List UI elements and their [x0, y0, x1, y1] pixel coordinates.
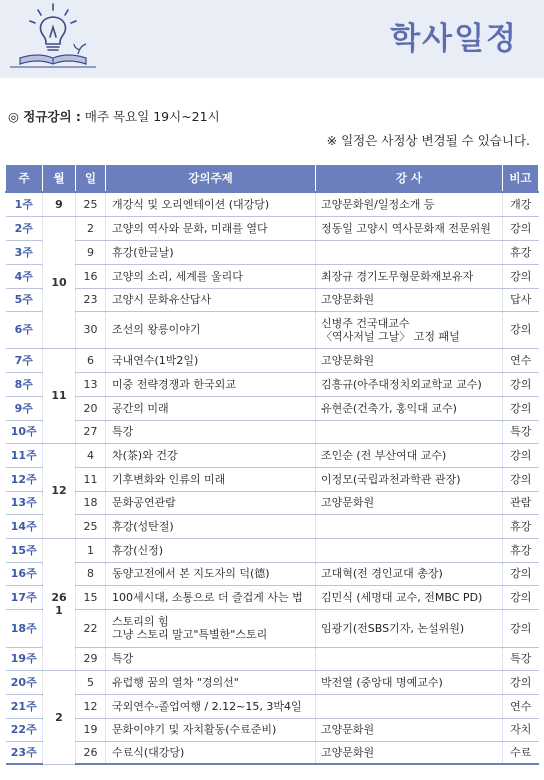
- week-cell: 5주: [6, 288, 43, 311]
- lecturer-cell: [316, 372, 503, 396]
- topic-text: 고양시 문화유산답사: [112, 293, 212, 306]
- lecturer-cell: [316, 192, 503, 216]
- lecturer-cell: [316, 538, 503, 562]
- lecturer-text: 고대혁(전 경인교대 총장): [321, 567, 443, 580]
- table-row: [6, 562, 539, 585]
- lecturer-text: 〈역사저널 그날〉 고정 패널: [321, 329, 460, 343]
- month-value: 9: [55, 197, 63, 211]
- topic-cell: [106, 694, 316, 718]
- day-cell: 25: [76, 514, 106, 538]
- lecturer-cell: [316, 491, 503, 514]
- topic-text: 미중 전략경쟁과 한국외교: [112, 377, 236, 391]
- lecturer-cell: [316, 694, 503, 718]
- table-row: [6, 396, 539, 420]
- month-value: 12: [51, 484, 67, 497]
- lecturer-cell: [316, 311, 503, 348]
- week-cell: 12주: [6, 467, 43, 491]
- note-cell: 관람: [503, 491, 539, 514]
- week-cell: 16주: [6, 562, 43, 585]
- topic-text: 유럽행 꿈의 열차 "경의선": [112, 675, 239, 689]
- table-row: [6, 216, 539, 240]
- table-row: [6, 420, 539, 443]
- lecturer-cell: [316, 443, 503, 467]
- topic-cell: [106, 288, 316, 311]
- table-row: [6, 741, 539, 764]
- topic-cell: [106, 609, 316, 647]
- lecturer-text: 고양문화원: [321, 353, 375, 367]
- month-cell: [43, 348, 76, 443]
- topic-cell: [106, 538, 316, 562]
- lecturer-cell: [316, 288, 503, 311]
- day-cell: 27: [76, 420, 106, 443]
- table-header-row: [6, 165, 539, 193]
- lecturer-cell: [316, 514, 503, 538]
- day-cell: 23: [76, 288, 106, 311]
- lecturer-text: 최장규 경기도무형문화재보유자: [321, 269, 474, 283]
- day-cell: 20: [76, 396, 106, 420]
- schedule-notice: ※ 일정은 사정상 변경될 수 있습니다.: [326, 133, 530, 148]
- lecturer-text: 고양문화원: [321, 745, 375, 759]
- topic-cell: [106, 372, 316, 396]
- note-cell: 수료: [503, 741, 539, 764]
- week-cell: 4주: [6, 264, 43, 288]
- lecturer-cell: [316, 240, 503, 264]
- note-cell: 연수: [503, 348, 539, 372]
- day-cell: 22: [76, 609, 106, 647]
- note-cell: 강의: [503, 396, 539, 420]
- topic-cell: [106, 420, 316, 443]
- month-cell: [43, 216, 76, 348]
- lecturer-text: 김민식 (세명대 교수, 전MBC PD): [321, 590, 483, 604]
- schedule-table: [5, 164, 539, 765]
- day-cell: 25: [76, 192, 106, 216]
- topic-cell: [106, 396, 316, 420]
- note-cell: 강의: [503, 562, 539, 585]
- header-banner: [0, 0, 544, 78]
- topic-cell: [106, 585, 316, 609]
- topic-cell: [106, 311, 316, 348]
- week-cell: 8주: [6, 372, 43, 396]
- page-title: 학사일정: [390, 21, 518, 57]
- day-cell: 15: [76, 585, 106, 609]
- topic-text: 공간의 미래: [112, 401, 169, 415]
- week-cell: 10주: [6, 420, 43, 443]
- day-cell: 1: [76, 538, 106, 562]
- table-row: [6, 311, 539, 348]
- week-cell: 13주: [6, 491, 43, 514]
- topic-text: 국외연수-졸업여행 / 2.12~15, 3박4일: [112, 699, 302, 713]
- topic-text: 특강: [112, 425, 134, 438]
- topic-text: 고양의 소리, 세계를 울리다: [112, 269, 243, 283]
- week-cell: 2주: [6, 216, 43, 240]
- topic-text: 휴강(한글날): [112, 245, 174, 259]
- table-row: [6, 694, 539, 718]
- lecturer-cell: [316, 741, 503, 764]
- lecturer-text: 고양문화원: [321, 496, 375, 509]
- day-cell: 30: [76, 311, 106, 348]
- table-row: [6, 192, 539, 216]
- day-cell: 29: [76, 647, 106, 670]
- month-value: 11: [51, 389, 67, 402]
- header-week: 주: [6, 165, 43, 193]
- week-cell: 23주: [6, 741, 43, 764]
- week-cell: 1주: [6, 192, 43, 216]
- topic-text: 기후변화와 인류의 미래: [112, 472, 226, 486]
- note-cell: 강의: [503, 443, 539, 467]
- month-value: 26: [51, 591, 67, 604]
- week-cell: 17주: [6, 585, 43, 609]
- note-cell: 강의: [503, 264, 539, 288]
- header-month: 월: [43, 165, 76, 193]
- week-cell: 6주: [6, 311, 43, 348]
- topic-cell: [106, 264, 316, 288]
- topic-text: 스토리의 힘: [112, 615, 169, 628]
- lecturer-cell: [316, 670, 503, 694]
- topic-text: 문화이야기 및 자치활동(수료준비): [112, 723, 277, 736]
- note-cell: 강의: [503, 216, 539, 240]
- topic-cell: [106, 348, 316, 372]
- note-cell: 강의: [503, 670, 539, 694]
- lecturer-text: 김흥규(아주대정치외교학교 교수): [321, 377, 482, 391]
- lecturer-cell: [316, 216, 503, 240]
- lightbulb-book-icon: [8, 2, 98, 72]
- lecturer-text: 고양문화원: [321, 293, 375, 306]
- topic-cell: [106, 647, 316, 670]
- week-cell: 9주: [6, 396, 43, 420]
- lecturer-cell: [316, 264, 503, 288]
- table-row: [6, 348, 539, 372]
- note-cell: 휴강: [503, 240, 539, 264]
- day-cell: 11: [76, 467, 106, 491]
- month-value: 10: [51, 275, 67, 289]
- month-cell: [43, 192, 76, 216]
- table-row: [6, 491, 539, 514]
- note-cell: 휴강: [503, 514, 539, 538]
- table-row: [6, 467, 539, 491]
- note-cell: 답사: [503, 288, 539, 311]
- week-cell: 19주: [6, 647, 43, 670]
- day-cell: 9: [76, 240, 106, 264]
- topic-cell: [106, 467, 316, 491]
- week-cell: 18주: [6, 609, 43, 647]
- month-value: 1: [55, 604, 63, 617]
- topic-text: 그냥 스토리 말고"특별한"스토리: [112, 628, 268, 641]
- week-cell: 14주: [6, 514, 43, 538]
- topic-cell: [106, 216, 316, 240]
- topic-text: 차(茶)와 건강: [112, 448, 178, 462]
- topic-text: 조선의 왕릉이야기: [112, 323, 201, 336]
- week-cell: 15주: [6, 538, 43, 562]
- header-topic: 강의주제: [106, 165, 316, 193]
- day-cell: 8: [76, 562, 106, 585]
- regular-lecture-value: 매주 목요일 19시~21시: [80, 109, 220, 124]
- table-row: [6, 718, 539, 741]
- topic-text: 특강: [112, 652, 134, 665]
- lecturer-text: 조인순 (전 부산여대 교수): [321, 448, 447, 462]
- schedule-body: [6, 192, 539, 764]
- regular-lecture-label: ◎ 정규강의 :: [8, 109, 81, 124]
- topic-text: 수료식(대강당): [112, 745, 185, 759]
- table-row: [6, 443, 539, 467]
- lecturer-text: 임광기(전SBS기자, 논설위원): [321, 621, 465, 635]
- note-cell: 강의: [503, 311, 539, 348]
- topic-text: 고양의 역사와 문화, 미래를 열다: [112, 221, 268, 235]
- lecturer-text: 정동일 고양시 역사문화재 전문위원: [321, 221, 491, 235]
- week-cell: 20주: [6, 670, 43, 694]
- month-cell: [43, 538, 76, 670]
- topic-text: 휴강(신정): [112, 543, 164, 557]
- topic-cell: [106, 741, 316, 764]
- topic-cell: [106, 443, 316, 467]
- topic-text: 동양고전에서 본 지도자의 덕(德): [112, 567, 270, 580]
- table-row: [6, 264, 539, 288]
- day-cell: 16: [76, 264, 106, 288]
- week-cell: 21주: [6, 694, 43, 718]
- day-cell: 12: [76, 694, 106, 718]
- lecturer-cell: [316, 396, 503, 420]
- table-row: [6, 288, 539, 311]
- table-row: [6, 372, 539, 396]
- lecturer-cell: [316, 718, 503, 741]
- topic-cell: [106, 192, 316, 216]
- note-cell: 자치: [503, 718, 539, 741]
- lecturer-cell: [316, 647, 503, 670]
- topic-cell: [106, 670, 316, 694]
- week-cell: 7주: [6, 348, 43, 372]
- day-cell: 13: [76, 372, 106, 396]
- lecturer-cell: [316, 467, 503, 491]
- note-cell: 강의: [503, 372, 539, 396]
- topic-cell: [106, 562, 316, 585]
- note-cell: 강의: [503, 467, 539, 491]
- table-row: [6, 240, 539, 264]
- table-row: [6, 538, 539, 562]
- table-row: [6, 670, 539, 694]
- topic-text: 문화공연관람: [112, 496, 176, 509]
- header-lecturer: 강 사: [316, 165, 503, 193]
- table-row: [6, 514, 539, 538]
- day-cell: 18: [76, 491, 106, 514]
- header-note: 비고: [503, 165, 539, 193]
- topic-text: 국내연수(1박2일): [112, 353, 199, 367]
- note-cell: 연수: [503, 694, 539, 718]
- lecturer-cell: [316, 562, 503, 585]
- lecturer-text: 고양문화원/일정소개 등: [321, 197, 435, 211]
- lecturer-cell: [316, 348, 503, 372]
- table-row: [6, 585, 539, 609]
- month-value: 2: [55, 710, 63, 724]
- header-day: 일: [76, 165, 106, 193]
- table-row: [6, 609, 539, 647]
- month-cell: [43, 443, 76, 538]
- note-cell: 특강: [503, 420, 539, 443]
- week-cell: 22주: [6, 718, 43, 741]
- lecturer-cell: [316, 609, 503, 647]
- topic-cell: [106, 514, 316, 538]
- day-cell: 19: [76, 718, 106, 741]
- topic-text: 개강식 및 오리엔테이션 (대강당): [112, 197, 270, 211]
- lecturer-cell: [316, 420, 503, 443]
- day-cell: 6: [76, 348, 106, 372]
- week-cell: 3주: [6, 240, 43, 264]
- note-cell: 휴강: [503, 538, 539, 562]
- week-cell: 11주: [6, 443, 43, 467]
- topic-text: 100세시대, 소통으로 더 즐겁게 사는 법: [112, 590, 303, 604]
- month-cell: [43, 670, 76, 764]
- day-cell: 26: [76, 741, 106, 764]
- lecturer-text: 유현준(건축가, 홍익대 교수): [321, 401, 457, 415]
- lecturer-text: 고양문화원: [321, 723, 375, 736]
- note-cell: 특강: [503, 647, 539, 670]
- lecturer-text: 이정모(국립과천과학관 관장): [321, 472, 461, 486]
- note-cell: 강의: [503, 585, 539, 609]
- note-cell: 강의: [503, 609, 539, 647]
- day-cell: 5: [76, 670, 106, 694]
- table-row: [6, 647, 539, 670]
- topic-cell: [106, 718, 316, 741]
- lecturer-text: 신병주 건국대교수: [321, 316, 410, 330]
- day-cell: 2: [76, 216, 106, 240]
- lecturer-cell: [316, 585, 503, 609]
- day-cell: 4: [76, 443, 106, 467]
- topic-cell: [106, 240, 316, 264]
- topic-cell: [106, 491, 316, 514]
- regular-lecture-info: [8, 107, 220, 125]
- topic-text: 휴강(성탄절): [112, 519, 174, 533]
- lecturer-text: 박전열 (중앙대 명예교수): [321, 675, 443, 689]
- note-cell: 개강: [503, 192, 539, 216]
